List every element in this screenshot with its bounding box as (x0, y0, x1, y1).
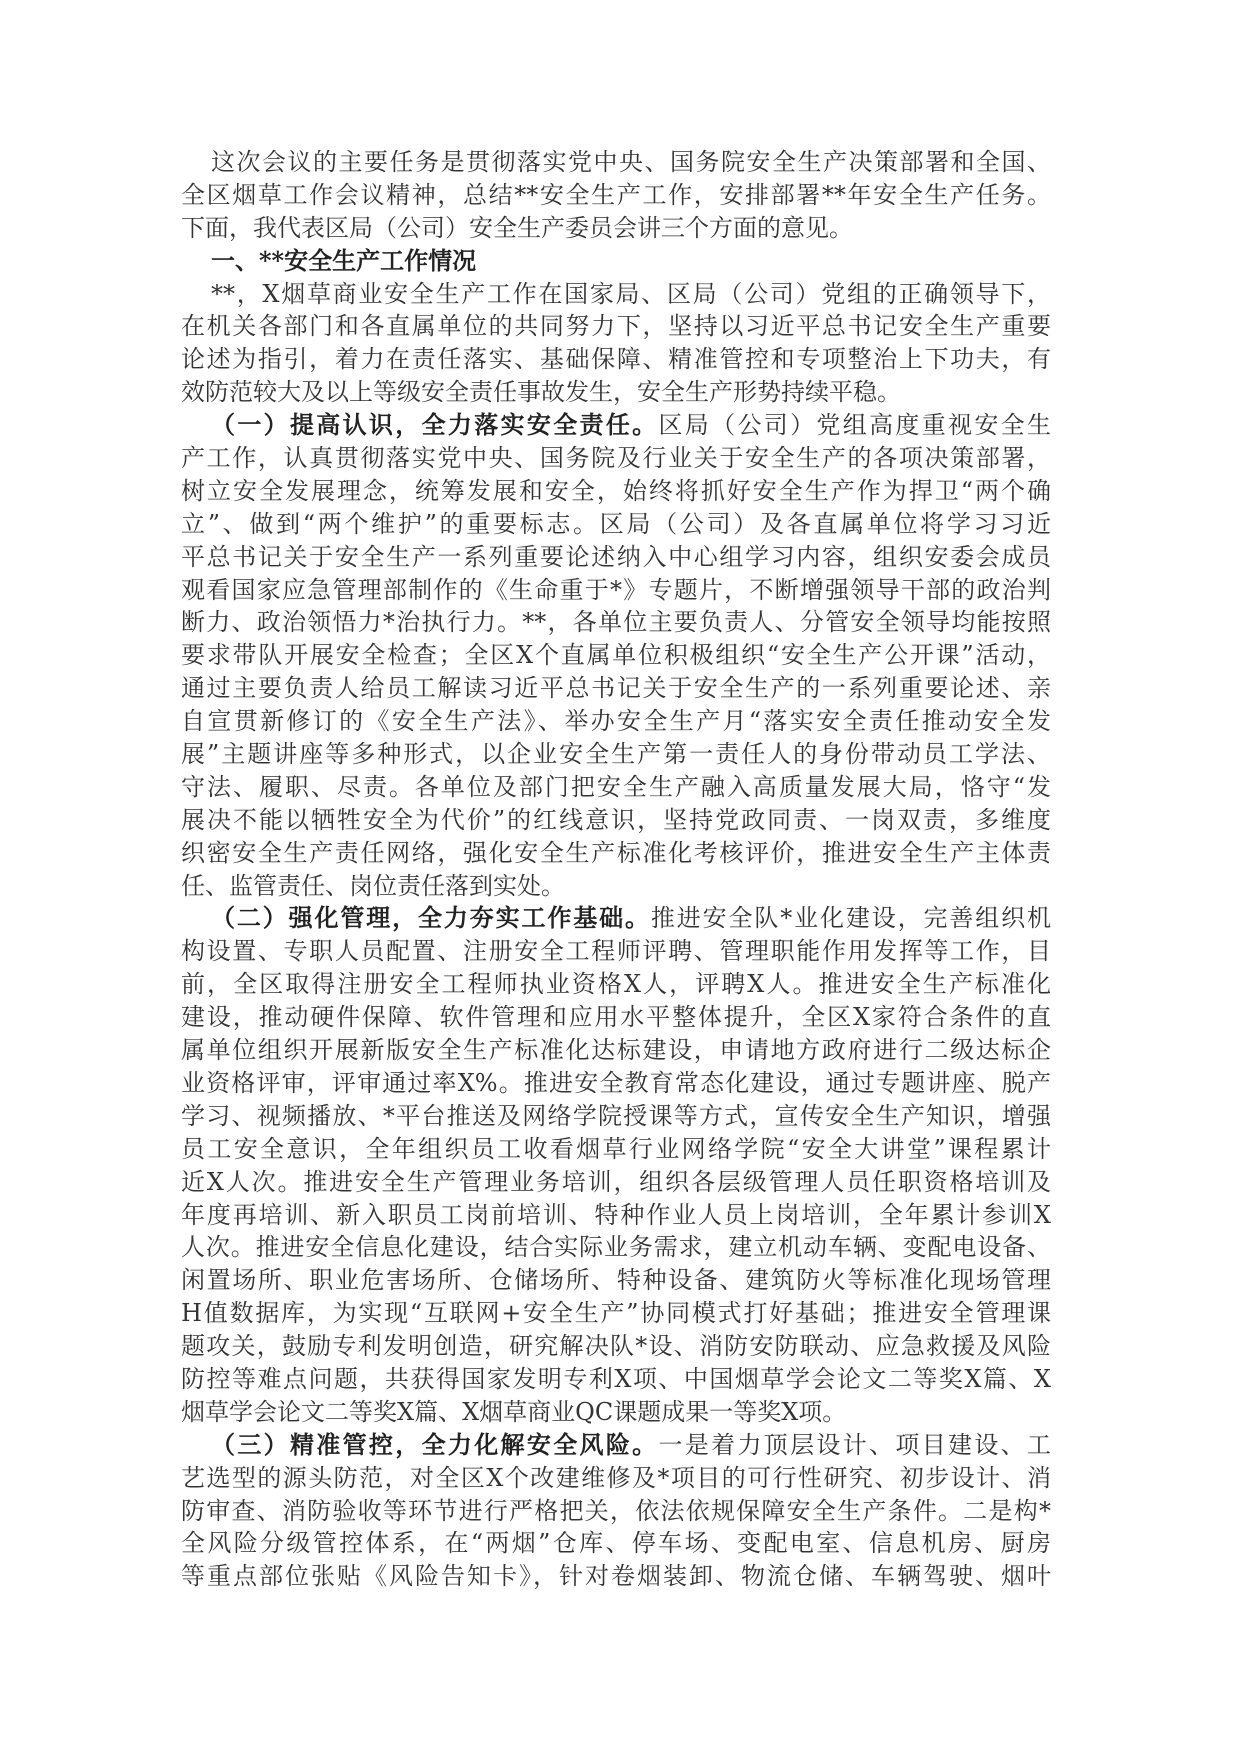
section-heading: 一、**安全生产工作情况 (211, 245, 477, 275)
line-text: 闲置场所、职业危害场所、仓储场所、特种设备、建筑防火等标准化现场管理 (181, 1266, 1051, 1295)
line-text: 前，全区取得注册安全工程师执业资格X人，评聘X人。推进安全生产标准化 (181, 970, 1051, 999)
text-line (181, 1034, 1051, 1067)
line-text: 自宣贯新修订的《安全生产法》、举办安全生产月“落实安全责任推动安全发 (181, 707, 1051, 736)
text-line (181, 1297, 1051, 1330)
line-text: 防审查、消防验收等环节进行严格把关，依法依规保障安全生产条件。二是构* (181, 1496, 1051, 1525)
line-text: 论述为指引，着力在责任落实、基础保障、精准管控和专项整治上下功夫，有 (181, 345, 1051, 374)
text-line (181, 1330, 1051, 1363)
line-text: 建设，推动硬件保障、软件管理和应用水平整体提升，全区X家符合条件的直 (181, 1003, 1051, 1032)
text-line (181, 1462, 1051, 1495)
line-text: 展”主题讲座等多种形式，以企业安全生产第一责任人的身份带动员工学法、 (181, 740, 1051, 769)
line-text: H值数据库，为实现“互联网+安全生产”协同模式打好基础；推进安全管理课 (181, 1299, 1051, 1328)
line-text: 树立安全发展理念，统筹发展和安全，始终将抓好安全生产作为捍卫“两个确 (181, 476, 1051, 505)
text-line (181, 541, 1051, 574)
heading-line (181, 1429, 1051, 1462)
text-line (181, 804, 1051, 837)
line-text: 题攻关，鼓励专利发明创造，研究解决队*设、消防安防联动、应急救援及风险 (181, 1332, 1051, 1361)
text-line (181, 442, 1051, 475)
line-text: 属单位组织开展新版安全生产标准化达标建设，申请地方政府进行二级达标企 (181, 1036, 1051, 1065)
section-heading: （一）提高认识，全力落实安全责任。 (211, 410, 659, 440)
text-line (181, 310, 1051, 343)
line-text: 学习、视频播放、*平台推送及网络学院授课等方式，宣传安全生产知识，增强 (181, 1101, 1051, 1130)
line-text: 产工作，认真贯彻落实党中央、国务院及行业关于安全生产的各项决策部署， (181, 444, 1051, 473)
text-line (181, 574, 1051, 607)
line-text: 织密安全生产责任网络，强化安全生产标准化考核评价，推进安全生产主体责 (181, 838, 1051, 867)
text-line (181, 738, 1051, 771)
line-text: 一是着力顶层设计、项目建设、工 (658, 1430, 1051, 1459)
text-line (181, 771, 1051, 804)
text-line (181, 1396, 1051, 1429)
text-line (181, 1527, 1051, 1560)
line-text: 区局（公司）党组高度重视安全生 (658, 411, 1051, 440)
line-text: 观看国家应急管理部制作的《生命重于*》专题片，不断增强领导干部的政治判 (181, 575, 1051, 604)
text-line (181, 1560, 1051, 1593)
text-line (181, 475, 1051, 508)
text-line (181, 968, 1051, 1001)
line-text: 烟草学会论文二等奖X篇、X烟草商业QC课题成果一等奖X项。 (181, 1397, 847, 1426)
line-text: 艺选型的源头防范，对全区X个改建维修及*项目的可行性研究、初步设计、消 (181, 1463, 1051, 1492)
heading-line (181, 409, 1051, 442)
line-text: 断力、政治领悟力*治执行力。**，各单位主要负责人、分管安全领导均能按照 (181, 608, 1051, 637)
line-text: 下面，我代表区局（公司）安全生产委员会讲三个方面的意见。 (181, 213, 853, 242)
text-line (181, 1495, 1051, 1528)
line-text: 全风险分级管控体系，在“两烟”仓库、停车场、变配电室、信息机房、厨房 (181, 1529, 1051, 1558)
section-heading: （二）强化管理，全力夯实工作基础。 (211, 903, 651, 933)
text-line (181, 1001, 1051, 1034)
line-text: 立”、做到“两个维护”的重要标志。区局（公司）及各直属单位将学习习近 (181, 509, 1051, 538)
text-line (181, 672, 1051, 705)
text-line (181, 935, 1051, 968)
text-line (181, 606, 1051, 639)
line-text: 效防范较大及以上等级安全责任事故发生，安全生产形势持续平稳。 (181, 378, 901, 407)
text-line (181, 1363, 1051, 1396)
line-text: 守法、履职、尽责。各单位及部门把安全生产融入高质量发展大局，恪守“发 (181, 772, 1051, 801)
line-text: 等重点部位张贴《风险告知卡》，针对卷烟装卸、物流仓储、车辆驾驶、烟叶 (181, 1562, 1051, 1591)
text-line (181, 1166, 1051, 1199)
text-line (181, 212, 1051, 245)
section-heading: （三）精准管控，全力化解安全风险。 (211, 1429, 659, 1459)
document-body (181, 146, 1051, 1593)
text-line (181, 343, 1051, 376)
line-text: 构设置、专职人员配置、注册安全工程师评聘、管理职能作用发挥等工作，目 (181, 937, 1051, 966)
text-line (181, 1264, 1051, 1297)
text-line (181, 508, 1051, 541)
text-line (181, 1133, 1051, 1166)
text-line (181, 639, 1051, 672)
text-line (181, 870, 1051, 903)
line-text: 全区烟草工作会议精神，总结**安全生产工作，安排部署**年安全生产任务。 (181, 180, 1051, 209)
line-text: 近X人次。推进安全生产管理业务培训，组织各层级管理人员任职资格培训及 (181, 1167, 1051, 1196)
text-line (181, 376, 1051, 409)
line-text: 这次会议的主要任务是贯彻落实党中央、国务院安全生产决策部署和全国、 (211, 148, 1051, 176)
text-line (181, 1100, 1051, 1133)
line-text: 人次。推进安全信息化建设，结合实际业务需求，建立机动车辆、变配电设备、 (181, 1233, 1051, 1262)
heading-line (181, 245, 1051, 278)
line-text: 业资格评审，评审通过率X%。推进安全教育常态化建设，通过专题讲座、脱产 (181, 1068, 1051, 1097)
text-line (181, 705, 1051, 738)
text-line (181, 1067, 1051, 1100)
line-text: 推进安全队*业化建设，完善组织机 (650, 904, 1051, 933)
line-text: 要求带队开展安全检查；全区X个直属单位积极组织“安全生产公开课”活动， (181, 641, 1051, 670)
text-line (181, 278, 1051, 311)
line-text: 展决不能以牺牲安全为代价”的红线意识，坚持党政同责、一岗双责，多维度 (181, 805, 1051, 834)
text-line (181, 179, 1051, 212)
line-text: **，X烟草商业安全生产工作在国家局、区局（公司）党组的正确领导下， (211, 279, 1051, 308)
text-line (181, 146, 1051, 179)
line-text: 任、监管责任、岗位责任落到实处。 (181, 871, 565, 900)
line-text: 防控等难点问题，共获得国家发明专利X项、中国烟草学会论文二等奖X篇、X (181, 1364, 1051, 1393)
text-line (181, 1199, 1051, 1232)
text-line (181, 837, 1051, 870)
line-text: 平总书记关于安全生产一系列重要论述纳入中心组学习内容，组织安委会成员 (181, 542, 1051, 571)
line-text: 通过主要负责人给员工解读习近平总书记关于安全生产的一系列重要论述、亲 (181, 674, 1051, 703)
line-text: 员工安全意识，全年组织员工收看烟草行业网络学院“安全大讲堂”课程累计 (181, 1134, 1051, 1163)
heading-line (181, 902, 1051, 935)
line-text: 在机关各部门和各直属单位的共同努力下，坚持以习近平总书记安全生产重要 (181, 312, 1051, 341)
line-text: 年度再培训、新入职员工岗前培训、特种作业人员上岗培训，全年累计参训X (181, 1200, 1051, 1229)
text-line (181, 1231, 1051, 1264)
